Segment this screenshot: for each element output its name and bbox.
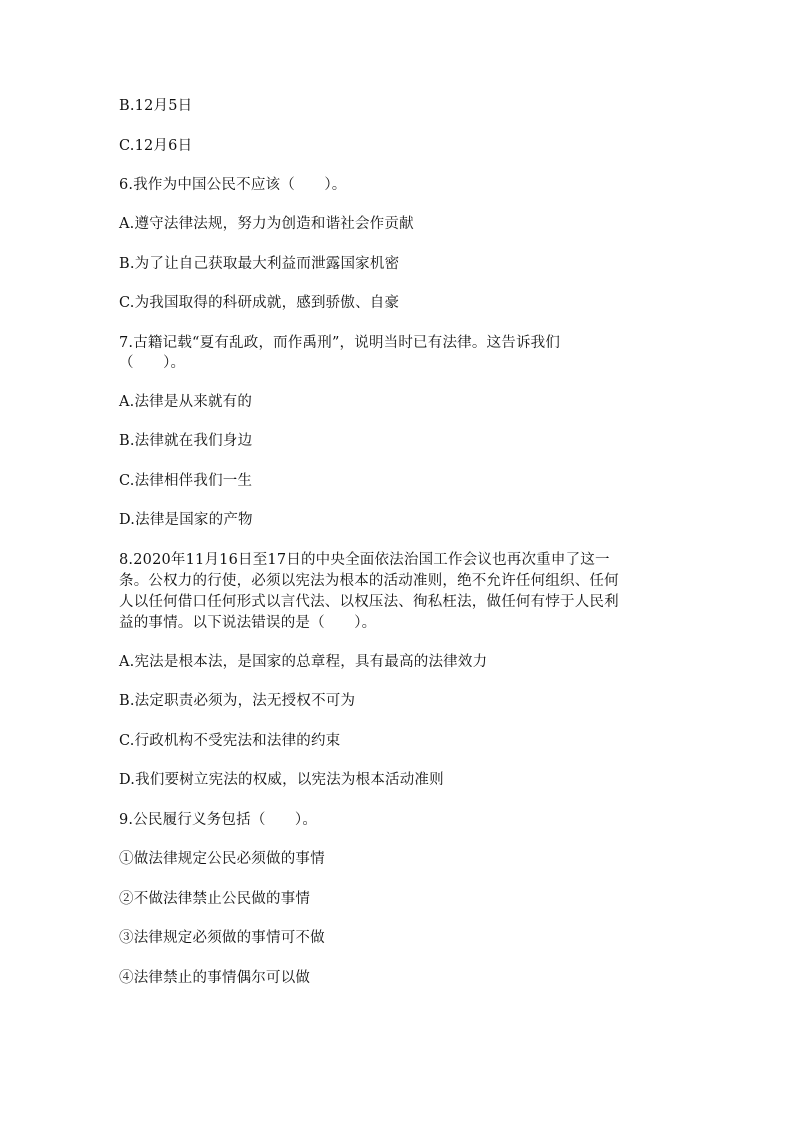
question-9-text: 9.公民履行义务包括（ ）。 xyxy=(119,812,318,828)
question-9-item-3: ③法律规定必须做的事情可不做 xyxy=(119,930,325,946)
question-8-text: 8.2020年11月16日至17日的中央全面依法治国工作会议也再次重申了这一 xyxy=(119,552,610,568)
question-6-text: 6.我作为中国公民不应该（ ）。 xyxy=(119,177,347,193)
question-7-option-a: A.法律是从来就有的 xyxy=(119,394,253,410)
option-c-text: C.12月6日 xyxy=(119,138,193,154)
question-8-text-cont-3: 益的事情。以下说法错误的是（ ）。 xyxy=(119,615,377,631)
question-8-option-b: B.法定职责必须为，法无授权不可为 xyxy=(119,693,356,709)
question-6-option-b: B.为了让自己获取最大利益而泄露国家机密 xyxy=(119,256,400,272)
question-8-text-cont-2: 人以任何借口任何形式以言代法、以权压法、徇私枉法，做任何有悖于人民利 xyxy=(119,594,619,610)
question-9-item-2: ②不做法律禁止公民做的事情 xyxy=(119,891,311,907)
question-8-option-a: A.宪法是根本法，是国家的总章程，具有最高的法律效力 xyxy=(119,654,488,670)
question-8-text-cont-1: 条。公权力的行使，必须以宪法为根本的活动准则，绝不允许任何组织、任何 xyxy=(119,573,619,589)
question-7-option-d: D.法律是国家的产物 xyxy=(119,512,253,528)
question-7-option-b: B.法律就在我们身边 xyxy=(119,433,253,449)
question-8-option-c: C.行政机构不受宪法和法律的约束 xyxy=(119,733,341,749)
question-9-item-1: ①做法律规定公民必须做的事情 xyxy=(119,851,325,867)
question-6-option-a: A.遵守法律法规，努力为创造和谐社会作贡献 xyxy=(119,216,414,232)
question-9-item-4: ④法律禁止的事情偶尔可以做 xyxy=(119,970,311,986)
question-8-option-d: D.我们要树立宪法的权威，以宪法为根本活动准则 xyxy=(119,772,444,788)
question-7-text-cont: （ ）。 xyxy=(119,355,186,371)
question-7-option-c: C.法律相伴我们一生 xyxy=(119,473,253,489)
question-6-option-c: C.为我国取得的科研成就，感到骄傲、自豪 xyxy=(119,295,400,311)
option-b-text: B.12月5日 xyxy=(119,98,193,114)
question-7-text: 7.古籍记载“夏有乱政，而作禹刑”，说明当时已有法律。这告诉我们 xyxy=(119,335,561,351)
